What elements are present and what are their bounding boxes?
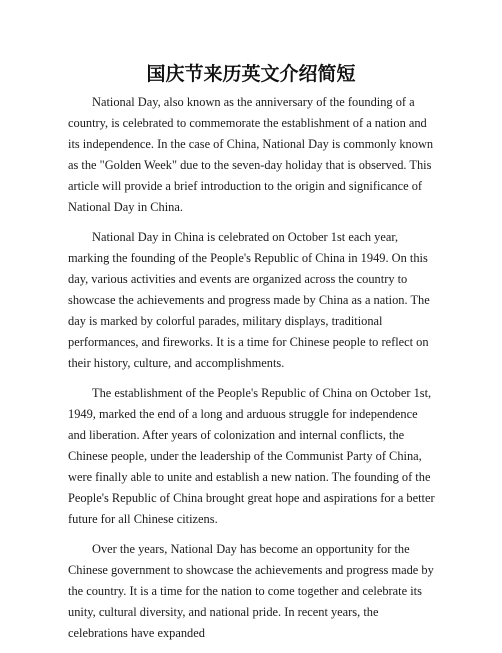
paragraph-4: Over the years, National Day has become an opportunity for the Chinese government to showcase the achievements and progress made by the country. It is a time for the nation to come together and celebrate its unity, cultural diversity, and national pride. In recent years, the celebrations have expanded [68, 542, 434, 640]
document-title: 国庆节来历英文介绍简短 [146, 63, 356, 85]
paragraph-3: The establishment of the People's Republic of China on October 1st, 1949, marked the end of a long and arduous struggle for independence and liberation. After years of colonization and internal conflicts, the Chinese people, under the leadership of the Communist Party of China, were finally able to unite and establish a new nation. The founding of the People's Republic of China brought great hope and aspirations for a better future for all Chinese citizens. [68, 386, 435, 526]
paragraph-2: National Day in China is celebrated on October 1st each year, marking the founding of the People's Republic of China in 1949. On this day, various activities and events are organized across the country to showcase the achievements and progress made by China as a nation. The day is marked by colorful parades, military displays, traditional performances, and fireworks. It is a time for Chinese people to reflect on their history, culture, and accomplishments. [68, 230, 430, 370]
paragraph-1: National Day, also known as the anniversary of the founding of a country, is celebrated to commemorate the establishment of a nation and its independence. In the case of China, National Day is commonly known as the "Golden Week" due to the seven-day holiday that is observed. This article will provide a brief introduction to the origin and significance of National Day in China. [68, 95, 434, 214]
document-body [68, 92, 438, 653]
